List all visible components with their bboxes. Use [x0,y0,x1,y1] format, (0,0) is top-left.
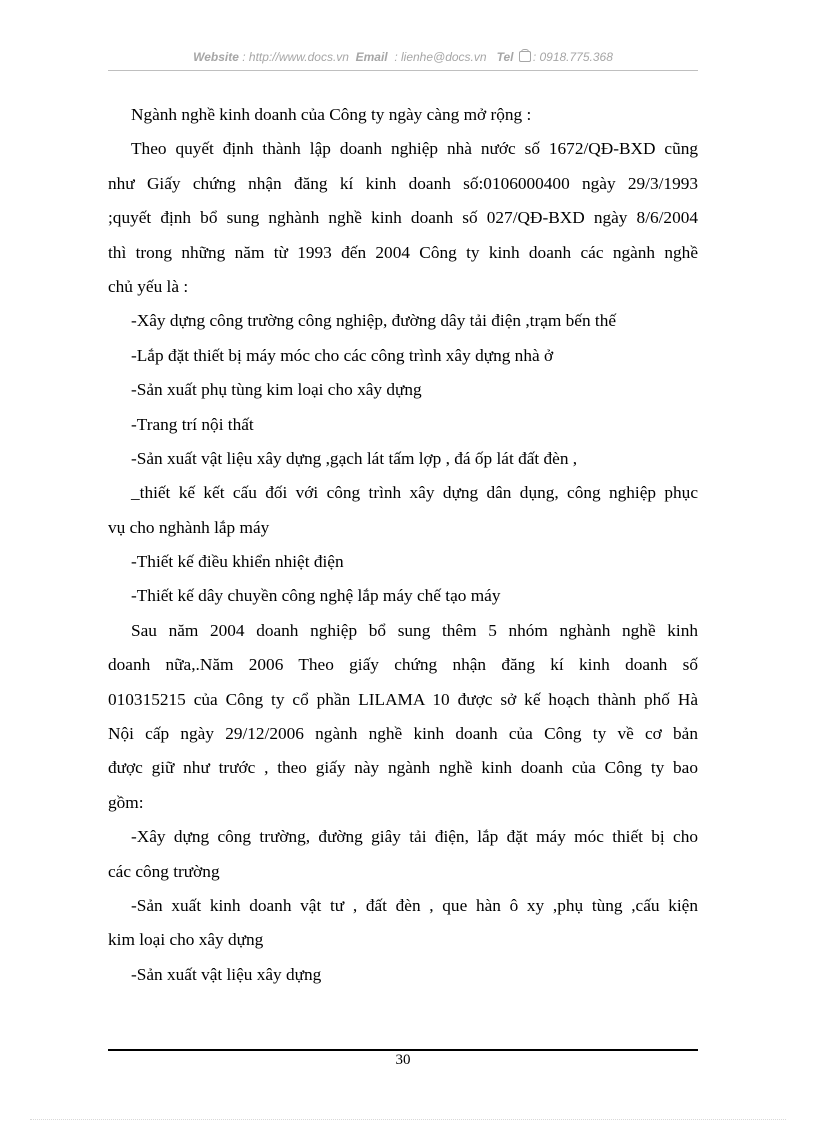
page-bottom-border [30,1119,786,1120]
phone-icon [519,51,531,62]
page-number: 30 [395,1052,411,1068]
paragraph-line: 010315215 của Công ty cổ phần LILAMA 10 được sở kế hoạch thành phố Hà [108,689,698,709]
paragraph-line: Sau năm 2004 doanh nghiệp bổ sung thêm 5 nhóm nghành nghề kinh [131,620,698,640]
list-item-continuation: các công trường [108,861,220,881]
list-item: -Sản xuất vật liệu xây dựng [131,964,322,984]
list-item-continuation: vụ cho nghành lắp máy [108,517,270,537]
paragraph-line: gồm: [108,792,144,812]
page-header [108,50,698,71]
list-item: -Sản xuất vật liệu xây dựng ,gạch lát tấm lợp , đá ốp lát đất đèn , [131,448,578,468]
list-item: -Xây dựng công trường công nghiệp, đường dây tải điện ,trạm bến thế [131,311,617,331]
list-item: -Thiết kế dây chuyền công nghệ lắp máy chế tạo máy [131,586,501,606]
paragraph-line: Theo quyết định thành lập doanh nghiệp nhà nước số 1672/QĐ-BXD cũng [131,139,698,159]
list-item: -Thiết kế điều khiển nhiệt điện [131,552,344,572]
paragraph-line: Ngành nghề kinh doanh của Công ty ngày càng mở rộng : [131,105,532,124]
paragraph-line: Nội cấp ngày 29/12/2006 ngành nghề kinh doanh của Công ty về cơ bản [108,724,698,744]
list-item: _thiết kế kết cấu đối với công trình xây dựng dân dụng, công nghiệp phục [131,483,698,503]
list-item: -Lắp đặt thiết bị máy móc cho các công trình xây dựng nhà ở [131,345,554,365]
list-item: -Sản xuất kinh doanh vật tư , đất đèn , que hàn ô xy ,phụ tùng ,cấu kiện [131,895,698,915]
tel-label: Tel [496,50,514,64]
email-label: Email [355,50,388,64]
list-item: -Trang trí nội thất [131,414,254,434]
paragraph-line: ;quyết định bổ sung nghành nghề kinh doanh số 027/QĐ-BXD ngày 8/6/2004 [108,208,698,228]
paragraph-line: thì trong những năm từ 1993 đến 2004 Công ty kinh doanh các ngành nghề [108,242,698,262]
list-item: -Sản xuất phụ tùng kim loại cho xây dựng [131,380,422,400]
list-item-continuation: kim loại cho xây dựng [108,930,264,950]
email-value: : lienhe@docs.vn [394,50,487,64]
footer-rule [108,1049,698,1051]
paragraph-line: chủ yếu là : [108,276,189,296]
paragraph-line: doanh nữa,.Năm 2006 Theo giấy chứng nhận đăng kí kinh doanh số [108,655,698,675]
document-body [108,98,698,992]
tel-value: : 0918.775.368 [532,50,613,64]
website-label: Website [193,50,239,64]
paragraph-line: như Giấy chứng nhận đăng kí kinh doanh số:0106000400 ngày 29/3/1993 [108,173,698,193]
paragraph-line: được giữ như trước , theo giấy này ngành nghề kinh doanh của Công ty bao [108,758,698,778]
website-value: : http://www.docs.vn [242,50,349,64]
list-item: -Xây dựng công trường, đường giây tải điện, lắp đặt máy móc thiết bị cho [131,827,698,847]
